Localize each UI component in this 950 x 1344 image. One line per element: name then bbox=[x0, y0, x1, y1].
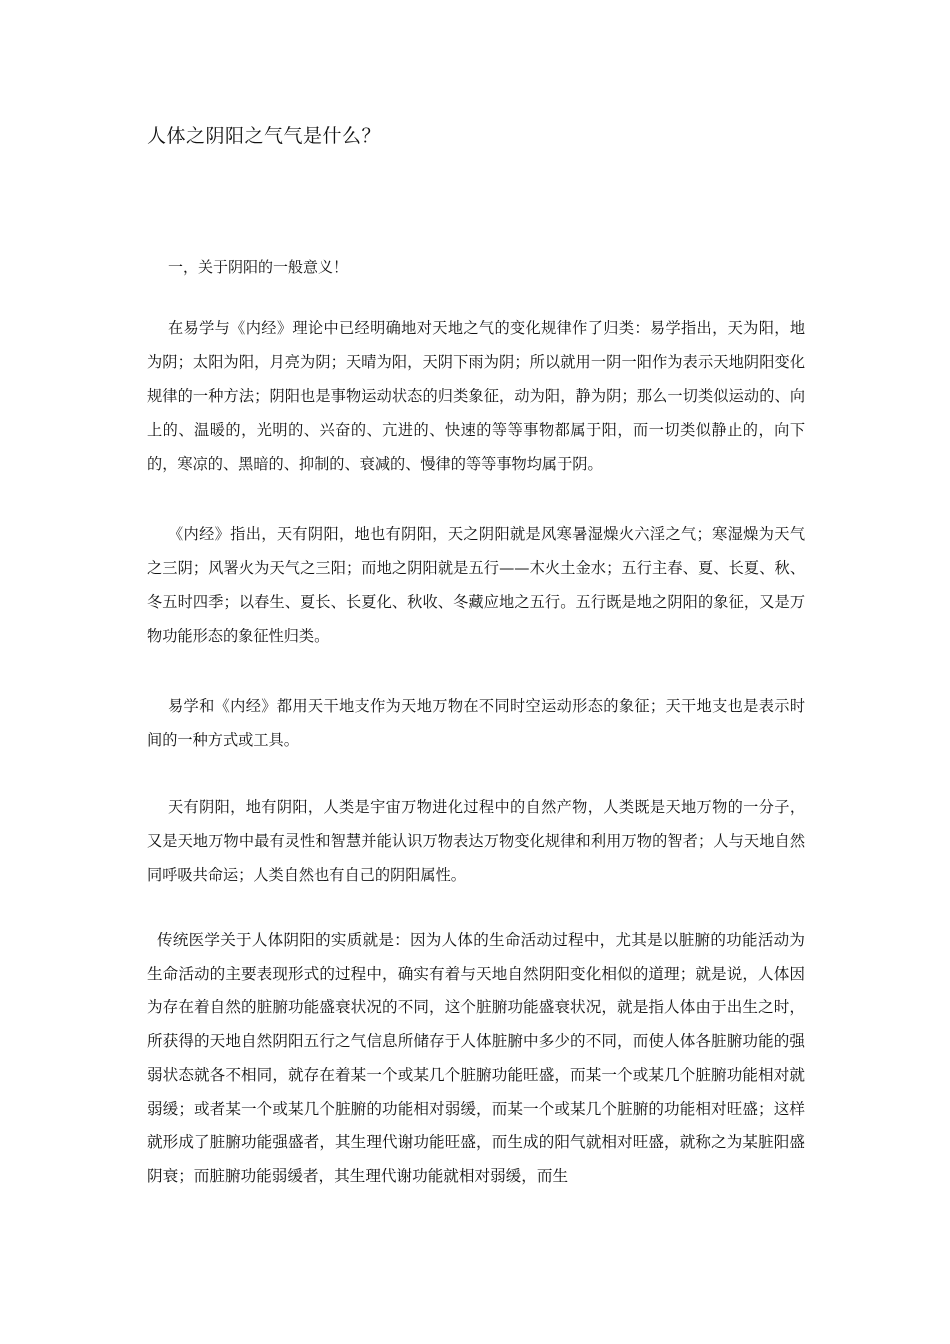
paragraph: 易学和《内经》都用天干地支作为天地万物在不同时空运动形态的象征；天干地支也是表示时间的一种方式或工具。 bbox=[147, 697, 805, 749]
paragraph: 《内经》指出，天有阴阳，地也有阴阳，天之阴阳就是风寒暑湿燥火六淫之气；寒湿燥为天气之三阴；风署火为天气之三阳；而地之阴阳就是五行——木火土金水；五行主春、夏、长夏、秋、冬五时四季；以春生、夏长、长夏化、秋收、冬藏应地之五行。五行既是地之阴阳的象征，又是万物功能形态的象征性归类。 bbox=[147, 525, 805, 645]
paragraph: 在易学与《内经》理论中已经明确地对天地之气的变化规律作了归类：易学指出，天为阳，地为阴；太阳为阳，月亮为阴；天晴为阳，天阴下雨为阴；所以就用一阴一阳作为表示天地阴阳变化规律的一种方法；阴阳也是事物运动状态的归类象征，动为阳，静为阴；那么一切类似运动的、向上的、温暖的，光明的、兴奋的、亢进的、快速的等等事物都属于阳，而一切类似静止的，向下的，寒凉的、黑暗的、抑制的、衰减的、慢律的等等事物均属于阴。 bbox=[147, 319, 805, 473]
document-title: 人体之阴阳之气气是什么？ bbox=[147, 125, 382, 147]
paragraph: 天有阴阳，地有阴阳，人类是宇宙万物进化过程中的自然产物，人类既是天地万物的一分子，又是天地万物中最有灵性和智慧并能认识万物表达万物变化规律和利用万物的智者；人与天地自然同呼吸共命运；人类自然也有自己的阴阳属性。 bbox=[147, 798, 805, 884]
section-heading: 一，关于阴阳的一般意义！ bbox=[168, 258, 349, 276]
paragraph: 传统医学关于人体阴阳的实质就是：因为人体的生命活动过程中，尤其是以脏腑的功能活动为生命活动的主要表现形式的过程中，确实有着与天地自然阴阳变化相似的道理；就是说，人体因为存在着自然的脏腑功能盛衰状况的不同，这个脏腑功能盛衰状况，就是指人体由于出生之时，所获得的天地自然阴阳五行之气信息所储存于人体脏腑中多少的不同，而使人体各脏腑功能的强弱状态就各不相同，就存在着某一个或某几个脏腑功能旺盛，而某一个或某几个脏腑功能相对就弱缓；或者某一个或某几个脏腑的功能相对弱缓，而某一个或某几个脏腑的功能相对旺盛；这样就形成了脏腑功能强盛者，其生理代谢功能旺盛，而生成的阳气就相对旺盛，就称之为某脏阳盛阴衰；而脏腑功能弱缓者，其生理代谢功能就相对弱缓，而生 bbox=[147, 931, 805, 1185]
